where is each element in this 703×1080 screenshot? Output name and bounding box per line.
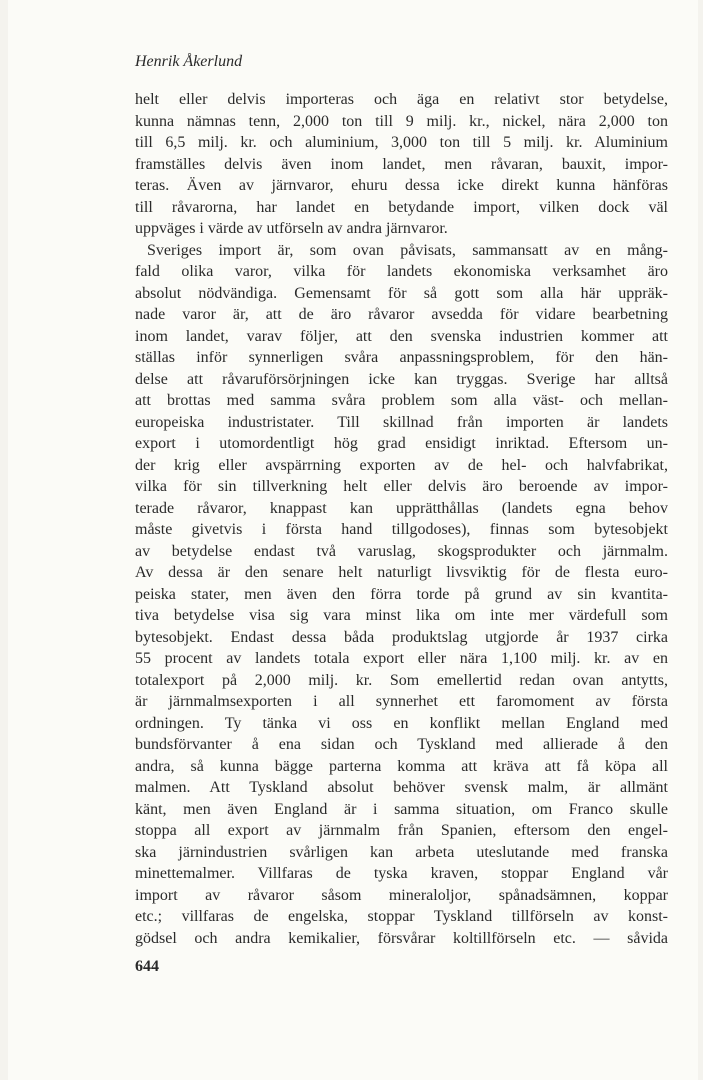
text-line: inom landet, varav följer, att den svenska industrien kommer att <box>135 327 668 345</box>
text-line: måste givetvis i första hand tillgodoses), finnas som bytesobjekt <box>135 521 668 538</box>
text-line: teras. Även av järnvaror, ehuru dessa icke direkt kunna hänföras <box>135 177 668 194</box>
text-line: import av råvaror såsom mineraloljor, spånadsämnen, koppar <box>135 886 668 904</box>
body-text <box>135 89 668 949</box>
text-line: av betydelse endast två varuslag, skogsprodukter och järnmalm. <box>135 542 668 560</box>
text-line: tiva betydelse visa sig vara minst lika om inte mer värdefull som <box>135 607 668 624</box>
text-line: till 6,5 milj. kr. och aluminium, 3,000 ton till 5 milj. kr. Aluminium <box>135 134 668 151</box>
text-line: stoppa all export av järnmalm från Spanien, eftersom den engel- <box>135 822 668 839</box>
text-line: gödsel och andra kemikalier, försvårar koltillförseln etc. — såvida <box>135 929 668 947</box>
text-line: export i utomordentligt hög grad ensidigt inriktad. Eftersom un- <box>135 435 668 452</box>
text-line: känt, men även England är i samma situation, om Franco skulle <box>135 800 668 818</box>
text-line: peiska stater, men även den förra torde på grund av sin kvantita- <box>135 585 668 603</box>
text-line: vilka för sin tillverkning helt eller delvis äro beroende av impor- <box>135 478 668 495</box>
text-line: till råvarorna, har landet en betydande import, vilken dock väl <box>135 198 668 216</box>
text-line: absolut nödvändiga. Gemensamt för så gott som alla här uppräk- <box>135 284 668 302</box>
document-page <box>8 0 698 1080</box>
page-number: 644 <box>135 958 159 975</box>
text-line: ordningen. Ty tänka vi oss en konflikt mellan England med <box>135 714 668 732</box>
text-line: minettemalmer. Villfaras de tyska kraven, stoppar England vår <box>135 865 668 882</box>
text-line: framställes delvis även inom landet, men råvaran, bauxit, impor- <box>135 155 668 173</box>
text-line: terade råvaror, knappast kan upprätthållas (landets egna behov <box>135 499 668 517</box>
running-head: Henrik Åkerlund <box>135 53 243 70</box>
text-line: nade varor är, att de äro råvaror avsedda för vidare bearbetning <box>135 306 668 323</box>
text-line: helt eller delvis importeras och äga en relativt stor betydelse, <box>135 91 668 108</box>
text-line: ska järnindustrien svårligen kan arbeta uteslutande med franska <box>135 843 668 861</box>
text-line: bundsförvanter å ena sidan och Tyskland med allierade å den <box>135 736 668 753</box>
text-line: andra, så kunna bägge parterna komma att kräva att få köpa all <box>135 757 668 775</box>
text-line: delse att råvaruförsörjningen icke kan tryggas. Sverige har alltså <box>135 370 668 388</box>
text-line: är järnmalmsexporten i all synnerhet ett faromoment av första <box>135 693 668 710</box>
text-line: 55 procent av landets totala export eller nära 1,100 milj. kr. av en <box>135 650 668 667</box>
text-line: etc.; villfaras de engelska, stoppar Tyskland tillförseln av konst- <box>135 908 668 925</box>
text-line: Av dessa är den senare helt naturligt livsviktig för de flesta euro- <box>135 564 668 581</box>
text-line: fald olika varor, vilka för landets ekonomiska verksamhet äro <box>135 263 668 280</box>
text-line: att brottas med samma svåra problem som alla väst- och mellan- <box>135 392 668 409</box>
text-line: kunna nämnas tenn, 2,000 ton till 9 milj. kr., nickel, nära 2,000 ton <box>135 112 668 130</box>
text-line: ställas inför synnerligen svåra anpassningsproblem, för den hän- <box>135 349 668 366</box>
text-line: bytesobjekt. Endast dessa båda produktslag utgjorde år 1937 cirka <box>135 628 668 646</box>
text-line: malmen. Att Tyskland absolut behöver svensk malm, är allmänt <box>135 779 668 796</box>
text-line: uppväges i värde av utförseln av andra järnvaror. <box>135 220 448 237</box>
text-line: europeiska industristater. Till skillnad från importen är landets <box>135 413 668 431</box>
text-line: Sveriges import är, som ovan påvisats, sammansatt av en mång- <box>147 241 668 259</box>
text-line: totalexport på 2,000 milj. kr. Som emellertid redan ovan antytts, <box>135 671 668 689</box>
text-line: der krig eller avspärrning exporten av de hel- och halvfabrikat, <box>135 456 668 474</box>
